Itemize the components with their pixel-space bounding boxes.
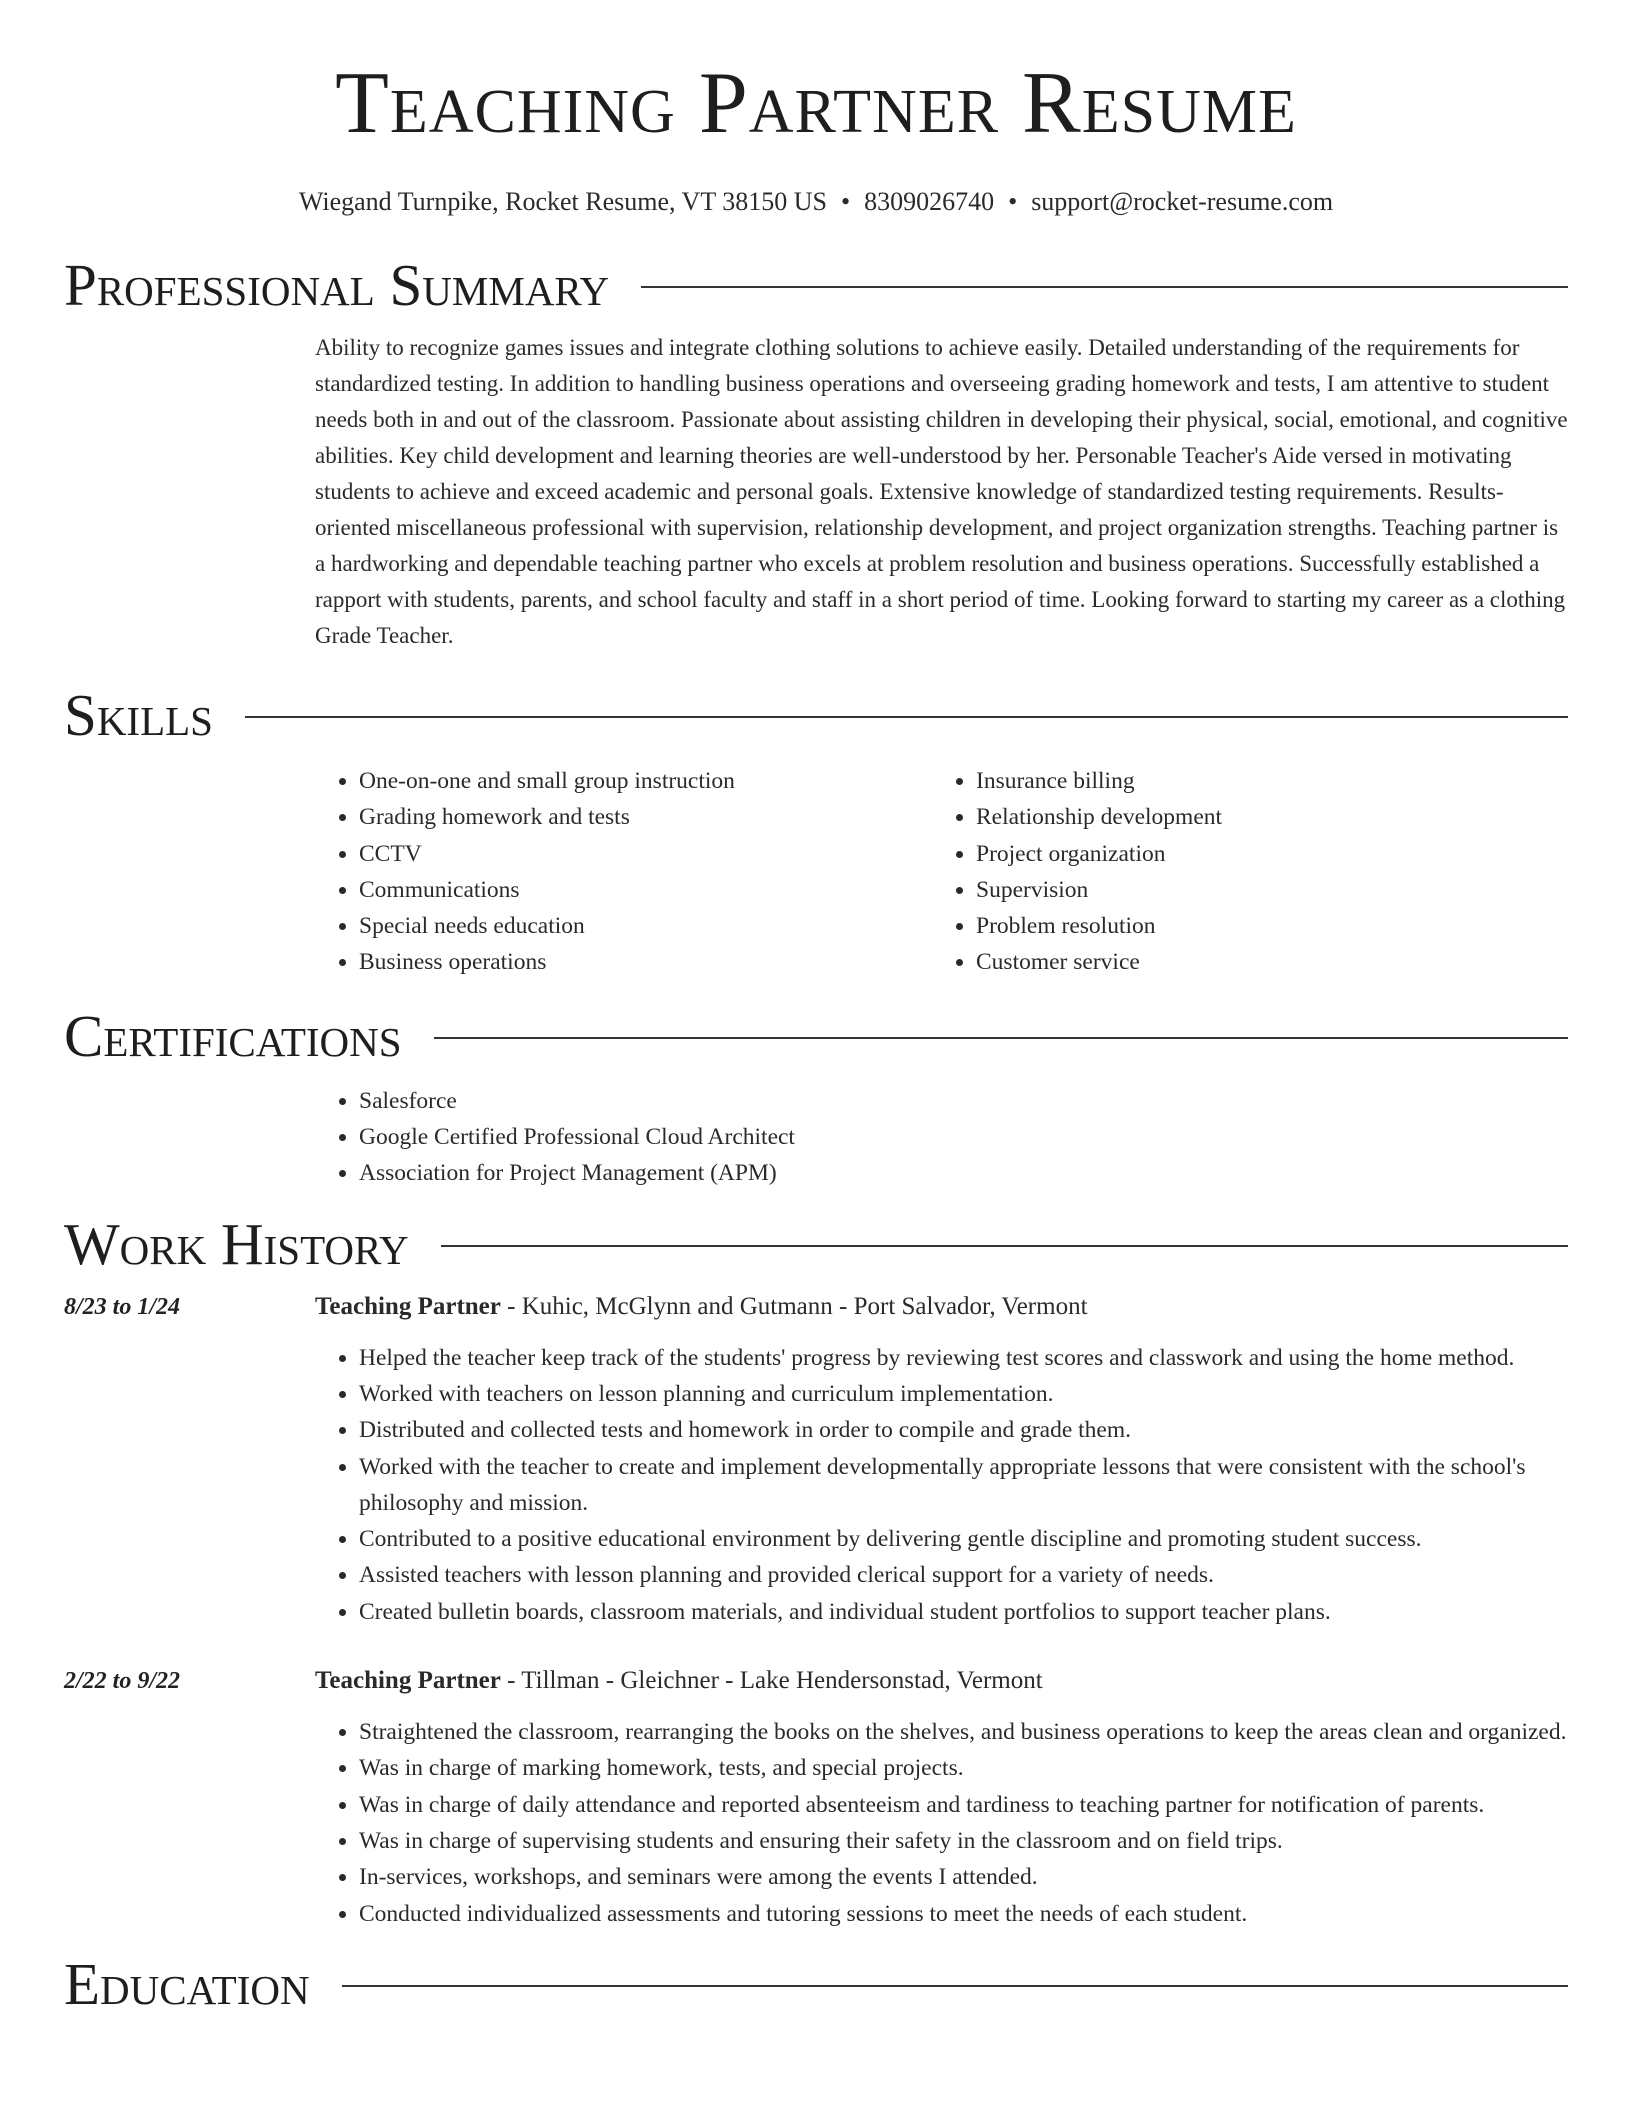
certifications-section-header <box>64 1004 1568 1068</box>
resume-title: Teaching Partner Resume <box>335 55 1297 152</box>
skill-item: • Grading homework and tests <box>359 799 932 835</box>
summary-body <box>315 330 1568 654</box>
job-bullet: • Straightened the classroom, rearranging the books on the shelves, and business operations to keep the areas clean and organized. <box>359 1714 1568 1750</box>
job-bullet: • Assisted teachers with lesson planning and provided clerical support for a variety of needs. <box>359 1557 1568 1593</box>
skills-heading: Skills <box>64 682 213 748</box>
contact-email: support@rocket-resume.com <box>1031 187 1334 216</box>
skills-list <box>315 763 1568 981</box>
skill-item: • Relationship development <box>976 799 1549 835</box>
skill-item: • One-on-one and small group instruction <box>359 763 932 799</box>
skill-item: • Problem resolution <box>976 908 1549 944</box>
job-details <box>315 1663 1568 1932</box>
certification-item: • Association for Project Management (APM) <box>359 1155 1568 1191</box>
job-bullet: • Conducted individualized assessments and tutoring sessions to meet the needs of each student. <box>359 1896 1568 1932</box>
section-divider <box>245 716 1568 718</box>
summary-section-header <box>64 253 1568 317</box>
skill-item: • Insurance billing <box>976 763 1549 799</box>
contact-separator: • <box>840 187 851 216</box>
education-section-header <box>64 1952 1568 2016</box>
contact-phone: 8309026740 <box>864 187 995 216</box>
contact-address: Wiegand Turnpike, Rocket Resume, VT 38150 US <box>298 187 827 216</box>
job-entry <box>64 1289 1568 1630</box>
job-bullet: • Was in charge of marking homework, tests, and special projects. <box>359 1750 1568 1786</box>
job-dates: 8/23 to 1/24 <box>64 1293 181 1320</box>
job-bullet: • Was in charge of daily attendance and reported absenteeism and tardiness to teaching partner for notification of parents. <box>359 1787 1568 1823</box>
job-dates: 2/22 to 9/22 <box>64 1668 181 1695</box>
section-divider <box>434 1037 1568 1039</box>
contact-separator: • <box>1008 187 1018 216</box>
skill-item: • Business operations <box>359 944 932 980</box>
certification-item: • Google Certified Professional Cloud Architect <box>359 1119 1568 1155</box>
work-history-heading: Work History <box>64 1210 409 1277</box>
work-history-section-header <box>64 1212 1568 1276</box>
job-role: Teaching Partner <box>315 1292 501 1320</box>
job-bullet: • In-services, workshops, and seminars were among the events I attended. <box>359 1859 1568 1895</box>
job-bullet: • Helped the teacher keep track of the students' progress by reviewing test scores and classwork and using the home method. <box>359 1340 1568 1376</box>
job-bullet: • Was in charge of supervising students and ensuring their safety in the classroom and on field trips. <box>359 1823 1568 1859</box>
job-bullets <box>315 1340 1568 1630</box>
job-employer-location: - Kuhic, McGlynn and Gutmann - Port Salvador, Vermont <box>500 1292 1088 1320</box>
education-heading: Education <box>64 1950 310 2017</box>
job-role: Teaching Partner <box>315 1667 501 1695</box>
section-divider <box>342 1985 1568 1987</box>
skill-item: • Communications <box>359 872 932 908</box>
skills-section-header <box>64 683 1568 747</box>
skill-item: • Project organization <box>976 836 1549 872</box>
summary-text: Ability to recognize games issues and integrate clothing solutions to achieve easily. Detailed understanding of the requirements for standardized testing. In addition to handling business operations and overseeing grading homework and tests, I am attentive to student needs both in and out of the classroom. Passionate about assisting children in developing their physical, social, emotional, and cognitive abilities. Key child development and learning theories are well-understood by her. Personable Teacher's Aide versed in motivating students to achieve and exceed academic and personal goals. Extensive knowledge of standardized testing requirements. Results-oriented miscellaneous professional with supervision, relationship development, and project organization strengths. Teaching partner is a hardworking and dependable teaching partner who excels at problem resolution and business operations. Successfully established a rapport with students, parents, and school faculty and staff in a short period of time. Looking forward to starting my career as a clothing Grade Teacher. <box>315 335 1568 648</box>
job-entry <box>64 1663 1568 1932</box>
certification-item: • Salesforce <box>359 1083 1568 1119</box>
skills-column-left <box>315 763 932 981</box>
certifications-heading: Certifications <box>64 1002 402 1069</box>
job-bullet: • Created bulletin boards, classroom materials, and individual student portfolios to support teacher plans. <box>359 1594 1568 1630</box>
job-employer-location: - Tillman - Gleichner - Lake Hendersonstad, Vermont <box>500 1667 1043 1695</box>
skill-item: • Special needs education <box>359 908 932 944</box>
section-divider <box>641 286 1568 288</box>
job-bullet: • Worked with teachers on lesson planning and curriculum implementation. <box>359 1376 1568 1412</box>
skills-column-right <box>932 763 1549 981</box>
job-title-line <box>315 1289 1568 1325</box>
job-bullet: • Contributed to a positive educational environment by delivering gentle discipline and promoting student success. <box>359 1521 1568 1557</box>
job-bullet: • Worked with the teacher to create and implement developmentally appropriate lessons that were consistent with the school's philosophy and mission. <box>359 1449 1568 1522</box>
contact-line <box>64 187 1568 217</box>
skill-item: • Customer service <box>976 944 1549 980</box>
job-details <box>315 1289 1568 1630</box>
summary-heading: Professional Summary <box>64 252 610 318</box>
job-bullets <box>315 1714 1568 1932</box>
job-title-line <box>315 1663 1568 1699</box>
skill-item: • CCTV <box>359 836 932 872</box>
certifications-list <box>315 1083 1568 1192</box>
section-divider <box>441 1245 1568 1247</box>
job-bullet: • Distributed and collected tests and homework in order to compile and grade them. <box>359 1412 1568 1448</box>
skill-item: • Supervision <box>976 872 1549 908</box>
